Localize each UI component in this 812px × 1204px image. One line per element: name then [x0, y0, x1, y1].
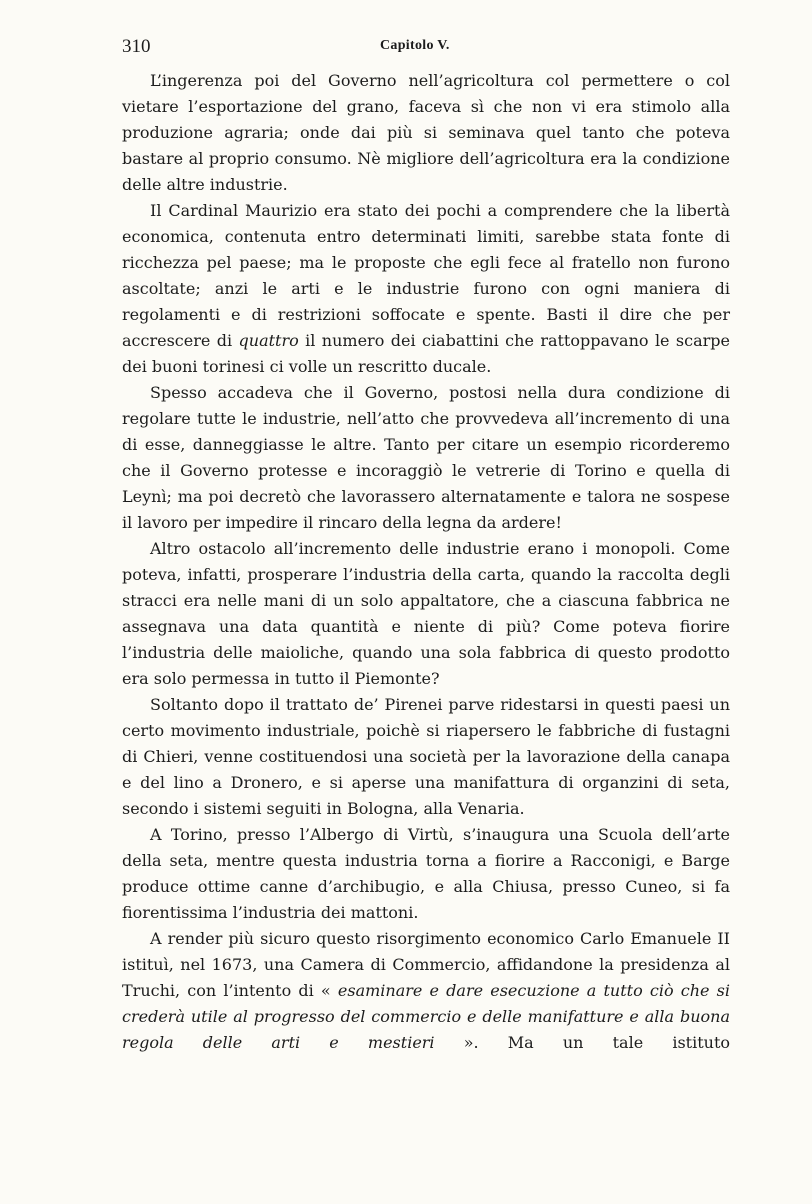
paragraph-5: Soltanto dopo il trattato de’ Pirenei parve ridestarsi in questi paesi un certo movimento industriale, poichè si riapersero le fabbriche di fustagni di Chieri, venne costituendosi una società per la lavorazione della canapa e del lino a Dronero, e si aperse una manifattura di organzini di seta, secondo i sistemi seguiti in Bologna, alla Venaria. [122, 695, 730, 818]
paragraph-7-text-b: ». Ma un tale istituto [434, 1033, 731, 1052]
paragraph-1: L’ingerenza poi del Governo nell’agricoltura col permettere o col vietare l’esportazione del grano, faceva sì che non vi era stimolo alla produzione agraria; onde dai più si seminava quel tanto che poteva bastare al proprio consumo. Nè migliore dell’agricoltura era la condizione delle altre industrie. [122, 71, 730, 194]
paragraph-2-italic: quattro [238, 331, 299, 350]
paragraph-7 [122, 926, 730, 1056]
paragraph-6: A Torino, presso l’Albergo di Virtù, s’inaugura una Scuola dell’arte della seta, mentre questa industria torna a fiorire a Racconigi, e Barge produce ottime canne d’archibugio, e alla Chiusa, presso Cuneo, si fa fiorentissima l’industria dei mattoni. [122, 825, 730, 922]
paragraph-3: Spesso accadeva che il Governo, postosi nella dura condizione di regolare tutte le industrie, nell’atto che provvedeva all’incremento di una di esse, danneggiasse le altre. Tanto per citare un esempio ricorderemo che il Governo protesse e incoraggiò le vetrerie di Torino e quella di Leynì; ma poi decretò che lavorassero alternatamente e talora ne sospese il lavoro per impedire il rincaro della legna da ardere! [122, 383, 730, 532]
running-head: Capitolo V. [380, 38, 450, 53]
body-text [122, 68, 730, 1056]
paragraph-7-text-a: A render più sicuro questo risorgimento economico Carlo Emanuele II istituì, nel 1673, una Camera di Commercio, affidandone la presidenza al Truchi, con l’intento di « [122, 929, 730, 1000]
paragraph-4: Altro ostacolo all’incremento delle industrie erano i monopoli. Come poteva, infatti, prosperare l’industria della carta, quando la raccolta degli stracci era nelle mani di un solo appaltatore, che a ciascuna fabbrica ne assegnava una data quantità e niente di più? Come poteva fiorire l’industria delle maioliche, quando una sola fabbrica di questo prodotto era solo permessa in tutto il Piemonte? [122, 539, 730, 688]
page-number: 310 [122, 36, 151, 57]
paragraph-7-italic: esaminare e dare esecuzione a tutto ciò che si crederà utile al progresso del commercio e delle manifatture e alla buona regola delle arti e mestieri [122, 981, 730, 1052]
page-header [122, 36, 730, 60]
paragraph-2-text-a: Il Cardinal Maurizio era stato dei pochi a comprendere che la libertà economica, contenuta entro determinati limiti, sarebbe stata fonte di ricchezza pel paese; ma le proposte che egli fece al fratello non furono ascoltate; anzi le arti e le industrie furono con ogni maniera di regolamenti e di restrizioni soffocate e spente. Basti il dire che per accrescere di [122, 201, 730, 350]
paragraph-2 [122, 198, 730, 380]
paragraph-2-text-b: il numero dei ciabattini che rattoppavano le scarpe dei buoni torinesi ci volle un rescritto ducale. [122, 331, 730, 376]
